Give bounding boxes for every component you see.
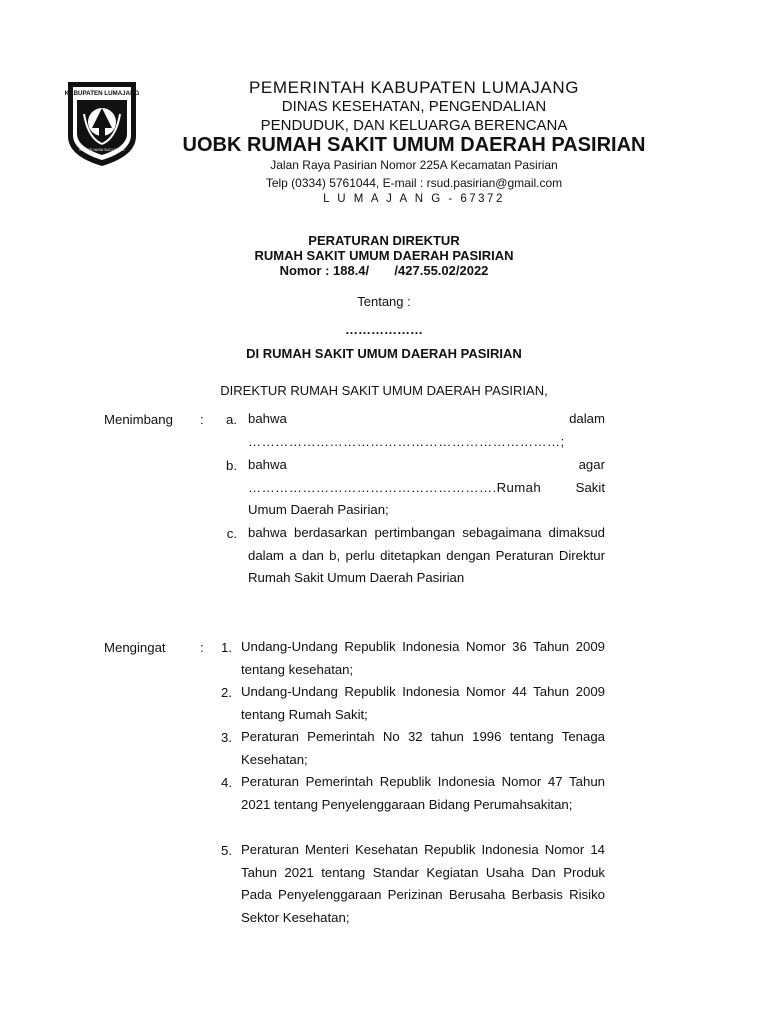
mengingat-item-3-marker: 3. xyxy=(221,730,232,745)
mengingat-item-4: Peraturan Pemerintah Republik Indonesia Nomor 47 Tahun 2021 tentang Penyelenggaraan Bidang Perumahsakitan; xyxy=(241,774,605,812)
menimbang-item-c-marker: c. xyxy=(226,526,237,541)
regulation-title: PERATURAN DIREKTUR xyxy=(308,233,460,248)
mengingat-label: Mengingat xyxy=(104,640,166,655)
menimbang-item-c: bahwa berdasarkan pertimbangan sebagaimana dimaksud dalam a dan b, perlu ditetapkan dengan Peraturan Direktur Rumah Sakit Umum Daerah Pasirian xyxy=(248,525,605,586)
mengingat-colon: : xyxy=(200,640,204,655)
menimbang-item-a xyxy=(248,408,605,453)
director-heading: DIREKTUR RUMAH SAKIT UMUM DAERAH PASIRIAN, xyxy=(220,383,548,398)
letterhead-office-line-2: PENDUDUK, DAN KELUARGA BERENCANA xyxy=(260,117,568,134)
mengingat-item-5-marker: 5. xyxy=(221,843,232,858)
menimbang-item-b-dots: ……………………………………………….Rumah xyxy=(248,479,542,495)
menimbang-item-a-word2: dalam xyxy=(569,411,605,426)
menimbang-colon: : xyxy=(200,412,204,427)
regulation-about-label: Tentang : xyxy=(357,294,411,309)
menimbang-label: Menimbang xyxy=(104,412,173,427)
svg-text:BHAKTI NUSA SUCI DINAS: BHAKTI NUSA SUCI DINAS xyxy=(79,148,125,152)
menimbang-item-b-word2: agar xyxy=(578,457,605,472)
letterhead-office-line-1: DINAS KESEHATAN, PENGENDALIAN xyxy=(281,98,547,115)
regulation-issuer: RUMAH SAKIT UMUM DAERAH PASIRIAN xyxy=(254,248,514,263)
menimbang-item-b xyxy=(248,454,605,522)
menimbang-item-b-line3: Umum Daerah Pasirian; xyxy=(248,502,389,518)
regulation-subject: DI RUMAH SAKIT UMUM DAERAH PASIRIAN xyxy=(246,346,522,361)
regulation-subject-placeholder: ……………… xyxy=(345,322,423,337)
mengingat-item-5: Peraturan Menteri Kesehatan Republik Indonesia Nomor 14 Tahun 2021 tentang Standar Kegiatan Usaha Dan Produk Pada Penyelenggaraan Perizinan Berusaha Berbasis Risiko Sektor Kesehatan; xyxy=(241,842,605,925)
letterhead-address: Jalan Raya Pasirian Nomor 225A Kecamatan Pasirian xyxy=(270,158,558,172)
letterhead-city: L U M A J A N G - 67372 xyxy=(323,193,505,205)
mengingat-item-2-marker: 2. xyxy=(221,685,232,700)
menimbang-item-b-marker: b. xyxy=(226,458,237,473)
svg-text:KABUPATEN LUMAJANG: KABUPATEN LUMAJANG xyxy=(64,90,140,97)
mengingat-item-3: Peraturan Pemerintah No 32 tahun 1996 tentang Tenaga Kesehatan; xyxy=(241,729,605,767)
menimbang-item-a-marker: a. xyxy=(226,412,237,427)
letterhead-hospital-name: UOBK RUMAH SAKIT UMUM DAERAH PASIRIAN xyxy=(182,134,646,156)
menimbang-item-a-dots: ……………………………………………………………; xyxy=(248,433,565,449)
regulation-number: Nomor : 188.4/ /427.55.02/2022 xyxy=(279,263,489,278)
letterhead-contact: Telp (0334) 5761044, E-mail : rsud.pasirian@gmail.com xyxy=(265,176,563,190)
menimbang-item-a-word1: bahwa xyxy=(248,411,287,426)
menimbang-item-b-word1: bahwa xyxy=(248,457,287,472)
mengingat-item-1: Undang-Undang Republik Indonesia Nomor 36 Tahun 2009 tentang kesehatan; xyxy=(241,639,605,677)
mengingat-item-2: Undang-Undang Republik Indonesia Nomor 44 Tahun 2009 tentang Rumah Sakit; xyxy=(241,684,605,722)
letterhead-government-title: PEMERINTAH KABUPATEN LUMAJANG xyxy=(248,78,580,97)
mengingat-item-1-marker: 1. xyxy=(221,640,232,655)
menimbang-item-b-word3: Sakit xyxy=(575,479,605,495)
mengingat-item-4-marker: 4. xyxy=(221,775,232,790)
